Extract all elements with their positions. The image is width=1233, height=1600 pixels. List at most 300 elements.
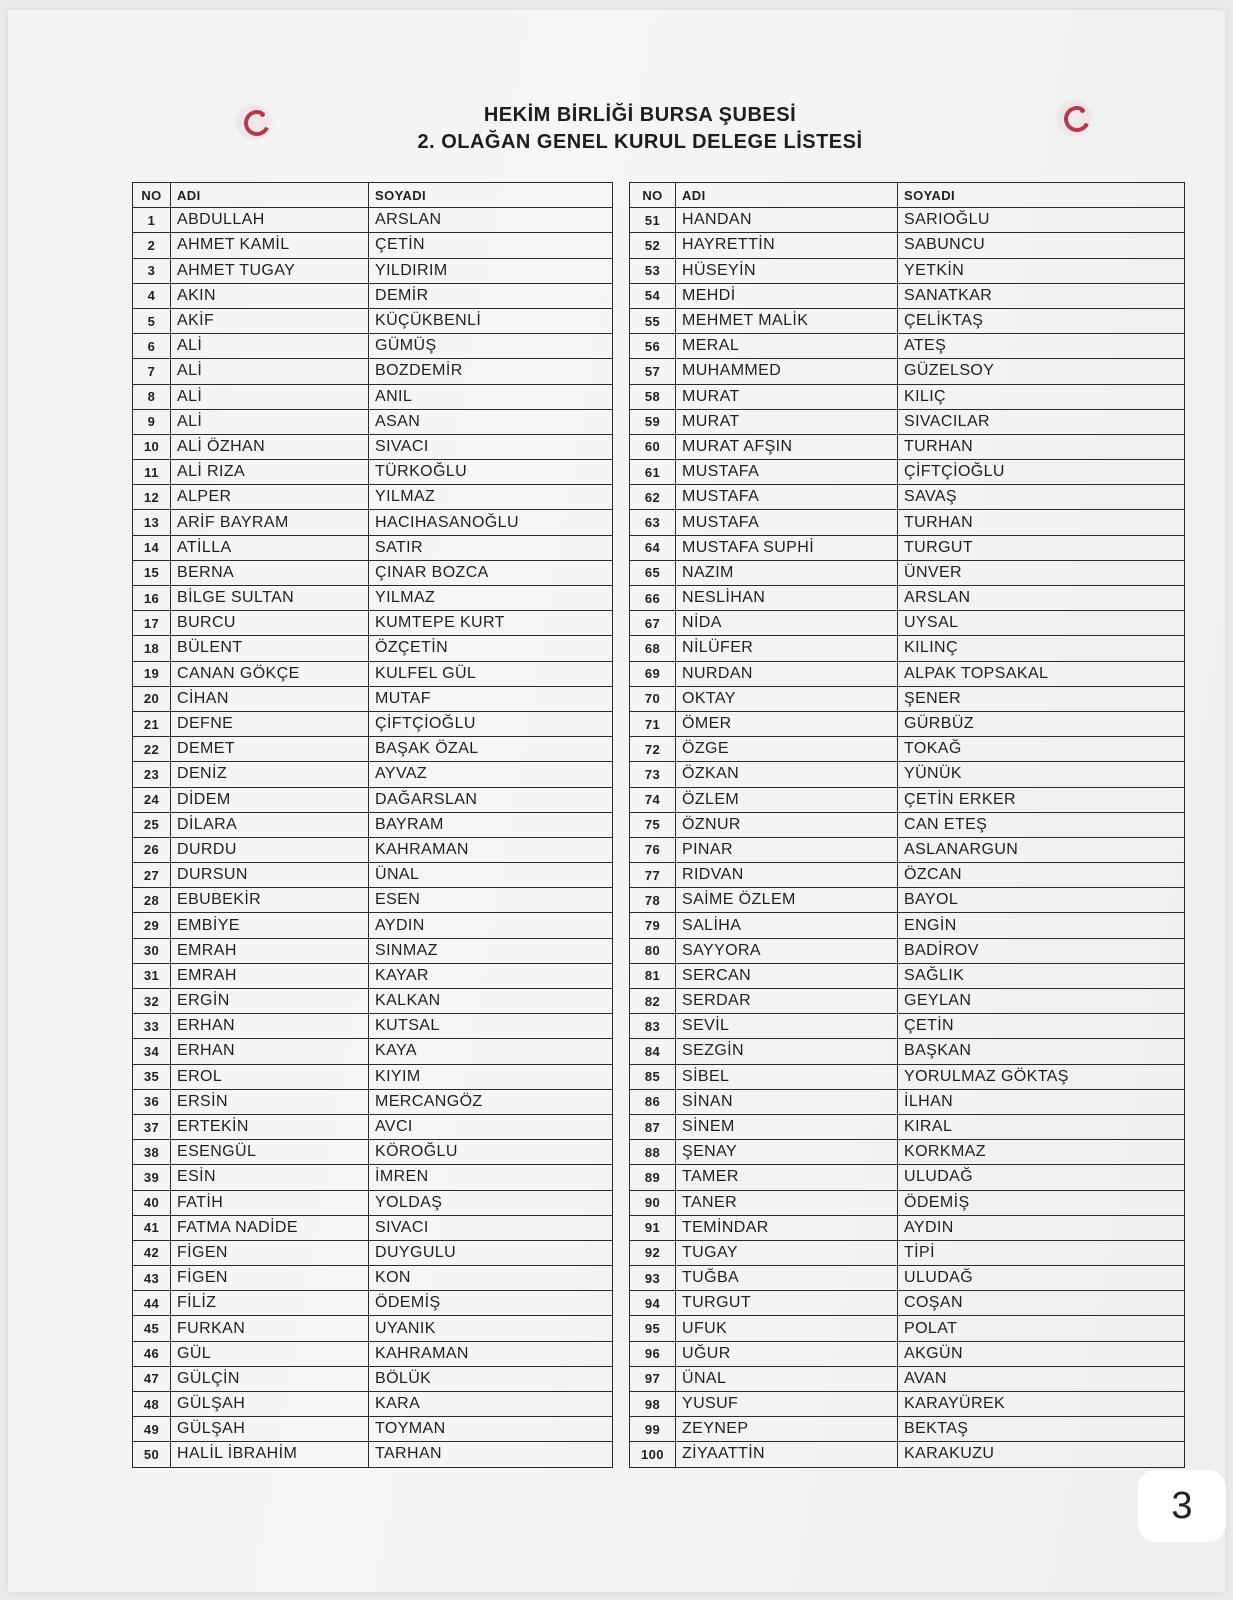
table-row	[630, 359, 1185, 384]
cell-first-name: HALİL İBRAHİM	[171, 1442, 369, 1467]
cell-last-name: DEMİR	[369, 283, 613, 308]
cell-first-name: ERHAN	[171, 1039, 369, 1064]
cell-last-name: TURHAN	[898, 510, 1185, 535]
table-row	[133, 812, 613, 837]
cell-first-name: UĞUR	[676, 1341, 898, 1366]
cell-first-name: ALİ	[171, 359, 369, 384]
cell-first-name: PINAR	[676, 837, 898, 862]
cell-no: 88	[630, 1140, 676, 1165]
column-header-last-name: SOYADI	[898, 183, 1185, 208]
cell-no: 79	[630, 913, 676, 938]
cell-last-name: TURHAN	[898, 434, 1185, 459]
cell-last-name: KAHRAMAN	[369, 1341, 613, 1366]
cell-no: 40	[133, 1190, 171, 1215]
cell-last-name: AVAN	[898, 1366, 1185, 1391]
cell-last-name: TİPİ	[898, 1240, 1185, 1265]
cell-first-name: MUHAMMED	[676, 359, 898, 384]
cell-last-name: KIRAL	[898, 1114, 1185, 1139]
cell-first-name: MEHDİ	[676, 283, 898, 308]
cell-first-name: DURDU	[171, 837, 369, 862]
cell-last-name: KAYAR	[369, 963, 613, 988]
cell-no: 15	[133, 560, 171, 585]
cell-last-name: ÖZCAN	[898, 863, 1185, 888]
table-row	[630, 1114, 1185, 1139]
cell-first-name: MUSTAFA	[676, 485, 898, 510]
cell-last-name: TÜRKOĞLU	[369, 460, 613, 485]
table-row	[630, 1341, 1185, 1366]
cell-first-name: DİLARA	[171, 812, 369, 837]
cell-last-name: KARA	[369, 1392, 613, 1417]
table-row	[630, 334, 1185, 359]
cell-no: 44	[133, 1291, 171, 1316]
cell-no: 47	[133, 1366, 171, 1391]
table-row	[630, 1165, 1185, 1190]
table-row	[630, 1442, 1185, 1467]
table-row	[133, 308, 613, 333]
cell-first-name: RIDVAN	[676, 863, 898, 888]
cell-last-name: ÇİFTÇİOĞLU	[369, 711, 613, 736]
cell-first-name: ZİYAATTİN	[676, 1442, 898, 1467]
cell-last-name: KON	[369, 1266, 613, 1291]
cell-last-name: TARHAN	[369, 1442, 613, 1467]
table-row	[133, 686, 613, 711]
table-row	[133, 938, 613, 963]
table-row	[133, 636, 613, 661]
cell-no: 91	[630, 1215, 676, 1240]
cell-last-name: YILMAZ	[369, 485, 613, 510]
cell-last-name: KÜÇÜKBENLİ	[369, 308, 613, 333]
cell-last-name: BÖLÜK	[369, 1366, 613, 1391]
column-header-no: NO	[133, 183, 171, 208]
table-row	[133, 963, 613, 988]
table-row	[133, 560, 613, 585]
cell-no: 7	[133, 359, 171, 384]
cell-no: 43	[133, 1266, 171, 1291]
cell-last-name: CAN ETEŞ	[898, 812, 1185, 837]
column-header-last-name: SOYADI	[369, 183, 613, 208]
cell-first-name: SEVİL	[676, 1014, 898, 1039]
cell-first-name: SAYYORA	[676, 938, 898, 963]
cell-first-name: DEMET	[171, 737, 369, 762]
cell-first-name: EMBİYE	[171, 913, 369, 938]
table-row	[133, 1240, 613, 1265]
cell-last-name: AYVAZ	[369, 762, 613, 787]
cell-last-name: COŞAN	[898, 1291, 1185, 1316]
cell-last-name: KAYA	[369, 1039, 613, 1064]
table-row	[133, 1089, 613, 1114]
cell-no: 22	[133, 737, 171, 762]
cell-no: 39	[133, 1165, 171, 1190]
cell-first-name: HAYRETTİN	[676, 233, 898, 258]
table-row	[630, 1215, 1185, 1240]
cell-no: 41	[133, 1215, 171, 1240]
table-row	[630, 283, 1185, 308]
cell-last-name: ÜNVER	[898, 560, 1185, 585]
table-row	[133, 283, 613, 308]
cell-last-name: KARAKUZU	[898, 1442, 1185, 1467]
table-row	[630, 1417, 1185, 1442]
cell-first-name: NURDAN	[676, 661, 898, 686]
table-row	[630, 1039, 1185, 1064]
cell-first-name: AKİF	[171, 308, 369, 333]
cell-last-name: ÜNAL	[369, 863, 613, 888]
table-row	[630, 434, 1185, 459]
title-line-1: HEKİM BİRLİĞİ BURSA ŞUBESİ	[483, 104, 797, 126]
cell-last-name: ARSLAN	[898, 586, 1185, 611]
table-row	[630, 208, 1185, 233]
cell-last-name: BAŞAK ÖZAL	[369, 737, 613, 762]
cell-no: 12	[133, 485, 171, 510]
cell-last-name: SIVACI	[369, 434, 613, 459]
cell-no: 90	[630, 1190, 676, 1215]
cell-no: 25	[133, 812, 171, 837]
cell-first-name: TUĞBA	[676, 1266, 898, 1291]
cell-no: 85	[630, 1064, 676, 1089]
cell-no: 30	[133, 938, 171, 963]
cell-no: 84	[630, 1039, 676, 1064]
cell-no: 86	[630, 1089, 676, 1114]
cell-first-name: AKIN	[171, 283, 369, 308]
cell-first-name: FİGEN	[171, 1240, 369, 1265]
table-row	[133, 1165, 613, 1190]
table-row	[133, 1291, 613, 1316]
cell-first-name: TUGAY	[676, 1240, 898, 1265]
table-row	[630, 1014, 1185, 1039]
cell-first-name: OKTAY	[676, 686, 898, 711]
cell-no: 11	[133, 460, 171, 485]
cell-no: 6	[133, 334, 171, 359]
cell-first-name: ERSİN	[171, 1089, 369, 1114]
cell-first-name: NİLÜFER	[676, 636, 898, 661]
cell-first-name: ALPER	[171, 485, 369, 510]
table-row	[133, 384, 613, 409]
cell-last-name: SIVACI	[369, 1215, 613, 1240]
cell-first-name: BİLGE SULTAN	[171, 586, 369, 611]
table-row	[133, 787, 613, 812]
cell-no: 56	[630, 334, 676, 359]
cell-last-name: ÖZÇETİN	[369, 636, 613, 661]
cell-no: 93	[630, 1266, 676, 1291]
cell-no: 4	[133, 283, 171, 308]
cell-last-name: ULUDAĞ	[898, 1266, 1185, 1291]
cell-first-name: TURGUT	[676, 1291, 898, 1316]
crescent-star-emblem-icon	[1054, 98, 1094, 138]
cell-no: 42	[133, 1240, 171, 1265]
cell-first-name: ERGİN	[171, 989, 369, 1014]
cell-no: 96	[630, 1341, 676, 1366]
cell-last-name: UYANIK	[369, 1316, 613, 1341]
table-row	[133, 1316, 613, 1341]
table-row	[133, 611, 613, 636]
table-header-row	[133, 183, 613, 208]
cell-last-name: ŞENER	[898, 686, 1185, 711]
cell-first-name: SİBEL	[676, 1064, 898, 1089]
cell-last-name: BAŞKAN	[898, 1039, 1185, 1064]
cell-first-name: TEMİNDAR	[676, 1215, 898, 1240]
cell-first-name: MURAT AFŞIN	[676, 434, 898, 459]
cell-first-name: EROL	[171, 1064, 369, 1089]
cell-no: 50	[133, 1442, 171, 1467]
cell-no: 24	[133, 787, 171, 812]
cell-no: 19	[133, 661, 171, 686]
cell-first-name: GÜLŞAH	[171, 1417, 369, 1442]
cell-last-name: ANIL	[369, 384, 613, 409]
cell-first-name: NAZIM	[676, 560, 898, 585]
table-header-row	[630, 183, 1185, 208]
cell-first-name: FATMA NADİDE	[171, 1215, 369, 1240]
cell-last-name: SAVAŞ	[898, 485, 1185, 510]
table-row	[630, 1392, 1185, 1417]
cell-first-name: ÖZLEM	[676, 787, 898, 812]
column-header-first-name: ADI	[676, 183, 898, 208]
cell-first-name: EBUBEKİR	[171, 888, 369, 913]
cell-last-name: ÇETİN	[898, 1014, 1185, 1039]
cell-first-name: MERAL	[676, 334, 898, 359]
table-row	[133, 1417, 613, 1442]
table-row	[630, 611, 1185, 636]
table-row	[630, 560, 1185, 585]
table-row	[133, 1392, 613, 1417]
cell-no: 54	[630, 283, 676, 308]
table-row	[133, 888, 613, 913]
cell-no: 62	[630, 485, 676, 510]
cell-first-name: ESİN	[171, 1165, 369, 1190]
cell-first-name: DİDEM	[171, 787, 369, 812]
column-header-first-name: ADI	[171, 183, 369, 208]
table-row	[133, 233, 613, 258]
cell-first-name: NİDA	[676, 611, 898, 636]
cell-last-name: SARIOĞLU	[898, 208, 1185, 233]
cell-last-name: KALKAN	[369, 989, 613, 1014]
cell-no: 1	[133, 208, 171, 233]
table-row	[630, 308, 1185, 333]
cell-last-name: ÇELİKTAŞ	[898, 308, 1185, 333]
cell-first-name: ALİ RIZA	[171, 460, 369, 485]
cell-last-name: GÜMÜŞ	[369, 334, 613, 359]
cell-no: 63	[630, 510, 676, 535]
cell-no: 53	[630, 258, 676, 283]
cell-first-name: SEZGİN	[676, 1039, 898, 1064]
cell-first-name: ALİ ÖZHAN	[171, 434, 369, 459]
cell-no: 80	[630, 938, 676, 963]
cell-last-name: YILMAZ	[369, 586, 613, 611]
table-row	[133, 460, 613, 485]
table-row	[630, 409, 1185, 434]
cell-no: 99	[630, 1417, 676, 1442]
cell-no: 70	[630, 686, 676, 711]
cell-first-name: SİNEM	[676, 1114, 898, 1139]
cell-last-name: İMREN	[369, 1165, 613, 1190]
cell-first-name: AHMET KAMİL	[171, 233, 369, 258]
cell-last-name: YORULMAZ GÖKTAŞ	[898, 1064, 1185, 1089]
cell-first-name: TAMER	[676, 1165, 898, 1190]
cell-first-name: ESENGÜL	[171, 1140, 369, 1165]
cell-no: 34	[133, 1039, 171, 1064]
table-row	[630, 989, 1185, 1014]
cell-last-name: SATIR	[369, 535, 613, 560]
table-row	[630, 812, 1185, 837]
delegate-table-left	[132, 182, 613, 1468]
cell-first-name: ALİ	[171, 334, 369, 359]
table-row	[630, 233, 1185, 258]
table-row	[133, 863, 613, 888]
cell-first-name: BÜLENT	[171, 636, 369, 661]
cell-no: 57	[630, 359, 676, 384]
cell-last-name: YILDIRIM	[369, 258, 613, 283]
cell-first-name: MURAT	[676, 384, 898, 409]
cell-no: 45	[133, 1316, 171, 1341]
table-row	[630, 258, 1185, 283]
cell-no: 38	[133, 1140, 171, 1165]
cell-first-name: EMRAH	[171, 938, 369, 963]
cell-last-name: AVCI	[369, 1114, 613, 1139]
table-row	[133, 1266, 613, 1291]
cell-last-name: ARSLAN	[369, 208, 613, 233]
table-row	[630, 485, 1185, 510]
cell-last-name: ÇETİN	[369, 233, 613, 258]
cell-no: 95	[630, 1316, 676, 1341]
column-header-no: NO	[630, 183, 676, 208]
cell-last-name: KARAYÜREK	[898, 1392, 1185, 1417]
table-row	[630, 510, 1185, 535]
cell-first-name: DURSUN	[171, 863, 369, 888]
cell-first-name: CANAN GÖKÇE	[171, 661, 369, 686]
cell-last-name: YÜNÜK	[898, 762, 1185, 787]
cell-first-name: ÖZGE	[676, 737, 898, 762]
table-row	[630, 762, 1185, 787]
table-row	[630, 1089, 1185, 1114]
title-line-2: 2. OLAĞAN GENEL KURUL DELEGE LİSTESİ	[417, 131, 863, 153]
cell-last-name: SANATKAR	[898, 283, 1185, 308]
table-row	[133, 1442, 613, 1467]
cell-no: 65	[630, 560, 676, 585]
cell-first-name: HÜSEYİN	[676, 258, 898, 283]
cell-last-name: ÇİFTÇİOĞLU	[898, 460, 1185, 485]
cell-no: 31	[133, 963, 171, 988]
table-row	[630, 460, 1185, 485]
cell-first-name: ŞENAY	[676, 1140, 898, 1165]
table-row	[630, 938, 1185, 963]
cell-first-name: ÖMER	[676, 711, 898, 736]
cell-no: 77	[630, 863, 676, 888]
cell-last-name: AYDIN	[369, 913, 613, 938]
cell-first-name: NESLİHAN	[676, 586, 898, 611]
cell-no: 3	[133, 258, 171, 283]
cell-no: 58	[630, 384, 676, 409]
table-row	[630, 913, 1185, 938]
cell-no: 97	[630, 1366, 676, 1391]
table-row	[133, 485, 613, 510]
table-row	[133, 334, 613, 359]
cell-first-name: HANDAN	[676, 208, 898, 233]
crescent-star-emblem-icon	[234, 102, 274, 142]
table-row	[133, 1366, 613, 1391]
cell-last-name: TOKAĞ	[898, 737, 1185, 762]
cell-last-name: ATEŞ	[898, 334, 1185, 359]
cell-first-name: FURKAN	[171, 1316, 369, 1341]
cell-first-name: FİLİZ	[171, 1291, 369, 1316]
cell-last-name: KUMTEPE KURT	[369, 611, 613, 636]
cell-no: 61	[630, 460, 676, 485]
cell-last-name: KULFEL GÜL	[369, 661, 613, 686]
cell-last-name: KAHRAMAN	[369, 837, 613, 862]
table-row	[133, 661, 613, 686]
cell-last-name: SIVACILAR	[898, 409, 1185, 434]
cell-last-name: KORKMAZ	[898, 1140, 1185, 1165]
cell-last-name: ÇETİN ERKER	[898, 787, 1185, 812]
cell-no: 87	[630, 1114, 676, 1139]
cell-last-name: BADİROV	[898, 938, 1185, 963]
cell-first-name: TANER	[676, 1190, 898, 1215]
cell-first-name: DENİZ	[171, 762, 369, 787]
cell-first-name: ARİF BAYRAM	[171, 510, 369, 535]
cell-no: 94	[630, 1291, 676, 1316]
table-row	[133, 1341, 613, 1366]
cell-last-name: ULUDAĞ	[898, 1165, 1185, 1190]
cell-first-name: FİGEN	[171, 1266, 369, 1291]
cell-last-name: BAYOL	[898, 888, 1185, 913]
cell-first-name: BERNA	[171, 560, 369, 585]
table-row	[133, 208, 613, 233]
cell-no: 27	[133, 863, 171, 888]
cell-last-name: SABUNCU	[898, 233, 1185, 258]
cell-first-name: YUSUF	[676, 1392, 898, 1417]
cell-no: 92	[630, 1240, 676, 1265]
cell-first-name: ÜNAL	[676, 1366, 898, 1391]
table-row	[133, 837, 613, 862]
cell-no: 13	[133, 510, 171, 535]
table-row	[630, 384, 1185, 409]
cell-no: 72	[630, 737, 676, 762]
table-row	[133, 989, 613, 1014]
table-row	[630, 1240, 1185, 1265]
cell-no: 66	[630, 586, 676, 611]
cell-no: 100	[630, 1442, 676, 1467]
cell-last-name: POLAT	[898, 1316, 1185, 1341]
cell-first-name: UFUK	[676, 1316, 898, 1341]
table-row	[133, 737, 613, 762]
cell-last-name: TURGUT	[898, 535, 1185, 560]
cell-last-name: ÖDEMİŞ	[898, 1190, 1185, 1215]
cell-last-name: KILIÇ	[898, 384, 1185, 409]
cell-first-name: ÖZKAN	[676, 762, 898, 787]
cell-first-name: MUSTAFA SUPHİ	[676, 535, 898, 560]
cell-last-name: ÖDEMİŞ	[369, 1291, 613, 1316]
table-row	[133, 1190, 613, 1215]
cell-last-name: KILINÇ	[898, 636, 1185, 661]
cell-no: 8	[133, 384, 171, 409]
cell-first-name: ALİ	[171, 384, 369, 409]
cell-no: 82	[630, 989, 676, 1014]
cell-first-name: GÜL	[171, 1341, 369, 1366]
cell-no: 74	[630, 787, 676, 812]
table-row	[630, 1140, 1185, 1165]
table-row	[630, 1064, 1185, 1089]
cell-first-name: ERHAN	[171, 1014, 369, 1039]
cell-last-name: AKGÜN	[898, 1341, 1185, 1366]
table-row	[630, 711, 1185, 736]
cell-no: 55	[630, 308, 676, 333]
cell-no: 35	[133, 1064, 171, 1089]
cell-last-name: DAĞARSLAN	[369, 787, 613, 812]
cell-first-name: SİNAN	[676, 1089, 898, 1114]
cell-no: 51	[630, 208, 676, 233]
cell-last-name: HACIHASANOĞLU	[369, 510, 613, 535]
cell-no: 46	[133, 1341, 171, 1366]
cell-last-name: GÜZELSOY	[898, 359, 1185, 384]
cell-last-name: ÇINAR BOZCA	[369, 560, 613, 585]
cell-last-name: KIYIM	[369, 1064, 613, 1089]
